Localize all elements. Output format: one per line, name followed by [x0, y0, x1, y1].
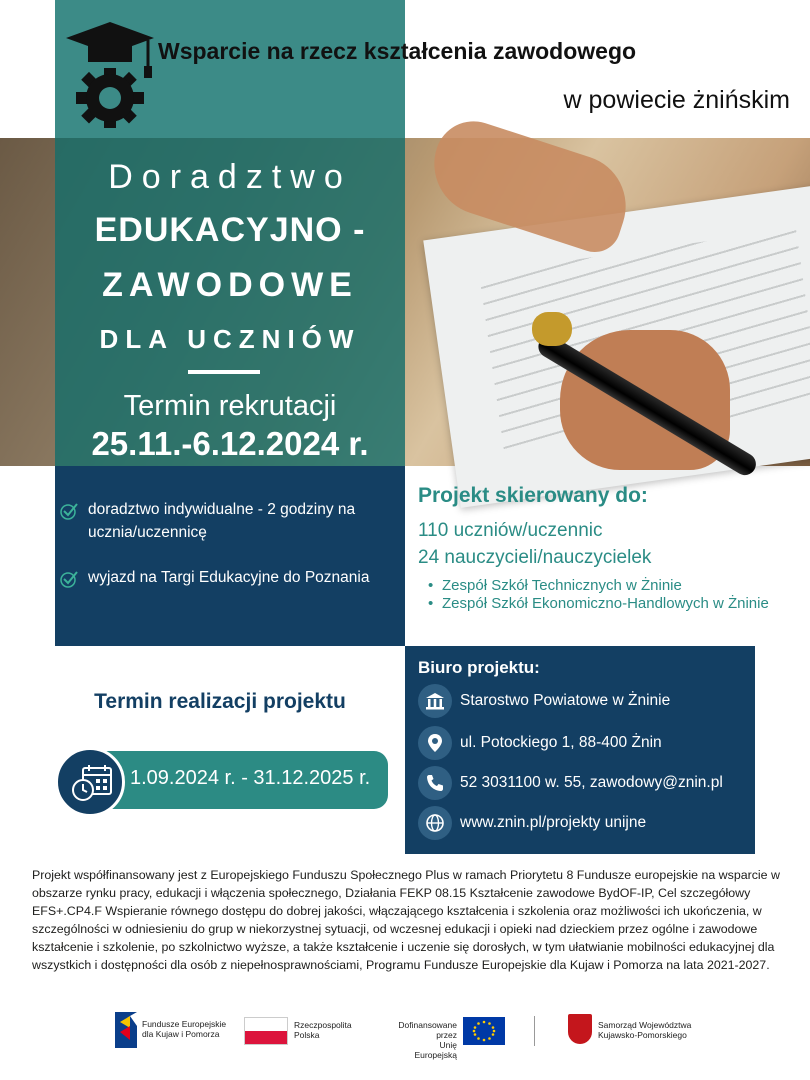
hero-line-2: EDUKACYJNO - [94, 211, 366, 249]
logo-separator [534, 1016, 535, 1046]
pl-logo-text: Rzeczpospolita Polska [294, 1020, 352, 1040]
office-contact[interactable]: 52 3031100 w. 55, zawodowy@znin.pl [460, 774, 723, 791]
graduation-gear-icon [62, 20, 158, 130]
benefits-box [55, 466, 405, 646]
kp-logo-text: Samorząd Województwa Kujawsko-Pomorskiego [598, 1020, 692, 1040]
building-icon [418, 684, 452, 718]
benefit-item [60, 566, 400, 589]
page-subtitle: w powiecie żnińskim [563, 86, 790, 114]
check-circle-icon [60, 570, 78, 588]
map-pin-icon [418, 726, 452, 760]
target-teachers: 24 nauczycieli/nauczycielek [418, 547, 652, 568]
hero-line-1: Doradztwo [108, 158, 352, 196]
eu-flag-icon [463, 1017, 505, 1045]
target-title: Projekt skierowany do: [418, 484, 648, 507]
office-address-name: Starostwo Powiatowe w Żninie [460, 692, 671, 709]
pen-tip-image [532, 312, 572, 346]
school-item: • Zespół Szkół Ekonomiczno-Handlowych w Żninie [428, 595, 798, 613]
office-street: ul. Potockiego 1, 88-400 Żnin [460, 734, 662, 751]
hero-divider [188, 370, 260, 374]
realization-title: Termin realizacji projektu [94, 690, 346, 713]
benefit-item [60, 498, 400, 544]
realization-dates: 1.09.2024 r. - 31.12.2025 r. [130, 767, 371, 789]
target-students: 110 uczniów/uczennic [418, 520, 603, 541]
hero-line-4: DLA UCZNIÓW [99, 324, 361, 354]
kujawsko-pomorskie-crest-icon [568, 1014, 592, 1044]
recruitment-label: Termin rekrutacji [123, 390, 337, 422]
fe-logo-mark [115, 1012, 137, 1048]
schools-list [428, 577, 798, 613]
check-circle-icon [60, 502, 78, 520]
eu-logo-text: Dofinansowane przez Unię Europejską [398, 1020, 457, 1060]
globe-icon [418, 806, 452, 840]
office-title: Biuro projektu: [418, 658, 540, 677]
benefit-text: wyjazd na Targi Edukacyjne do Poznania [88, 569, 370, 586]
calendar-clock-badge [55, 747, 125, 817]
hero-line-3: ZAWODOWE [102, 266, 358, 304]
office-row [418, 806, 748, 840]
fe-logo-text: Fundusze Europejskie dla Kujaw i Pomorza [142, 1019, 227, 1039]
benefit-text: doradztwo indywidualne - 2 godziny na ucznia/uczennicę [88, 501, 356, 541]
recruitment-dates: 25.11.-6.12.2024 r. [91, 425, 369, 462]
page-title: Wsparcie na rzecz kształcenia zawodowego [158, 38, 637, 64]
calendar-clock-icon [71, 762, 113, 804]
funding-disclaimer: Projekt współfinansowany jest z Europejskiego Funduszu Społecznego Plus w ramach Priorytetu 8 Fundusze europejskie na wsparcie w obszarze rynku pracy, edukacji i włączenia społecznego, Działania FEKP 08.15 Kształcenie zawodowe BydOF-IP, Cel szczegółowy EFS+.CP4.F Wspieranie równego dostępu do dobrej jakości, włączającego kształcenia i szkolenia oraz możliwości ich ukończenia, w szczególności w odniesieniu do grup w niekorzystnej sytuacji, od wczesnej edukacji i opieki nad dzieckiem przez ogólne i zawodowe kształcenie i szkolenie, po szkolnictwo wyższe, a także kształcenie i uczenie się dorosłych, w tym ułatwianie mobilności edukacyjnej dla wszystkich i dostępności dla osób z niepełnosprawnościami, Programu Fundusze Europejskie dla Kujaw i Pomorza na lata 2021-2027. [32, 868, 780, 972]
poland-flag-icon [244, 1017, 288, 1045]
school-item: • Zespół Szkół Technicznych w Żninie [428, 577, 798, 595]
office-row [418, 726, 748, 760]
phone-icon [418, 766, 452, 800]
office-row [418, 684, 748, 718]
office-website-link[interactable]: www.znin.pl/projekty unijne [460, 814, 647, 831]
office-row [418, 766, 748, 800]
